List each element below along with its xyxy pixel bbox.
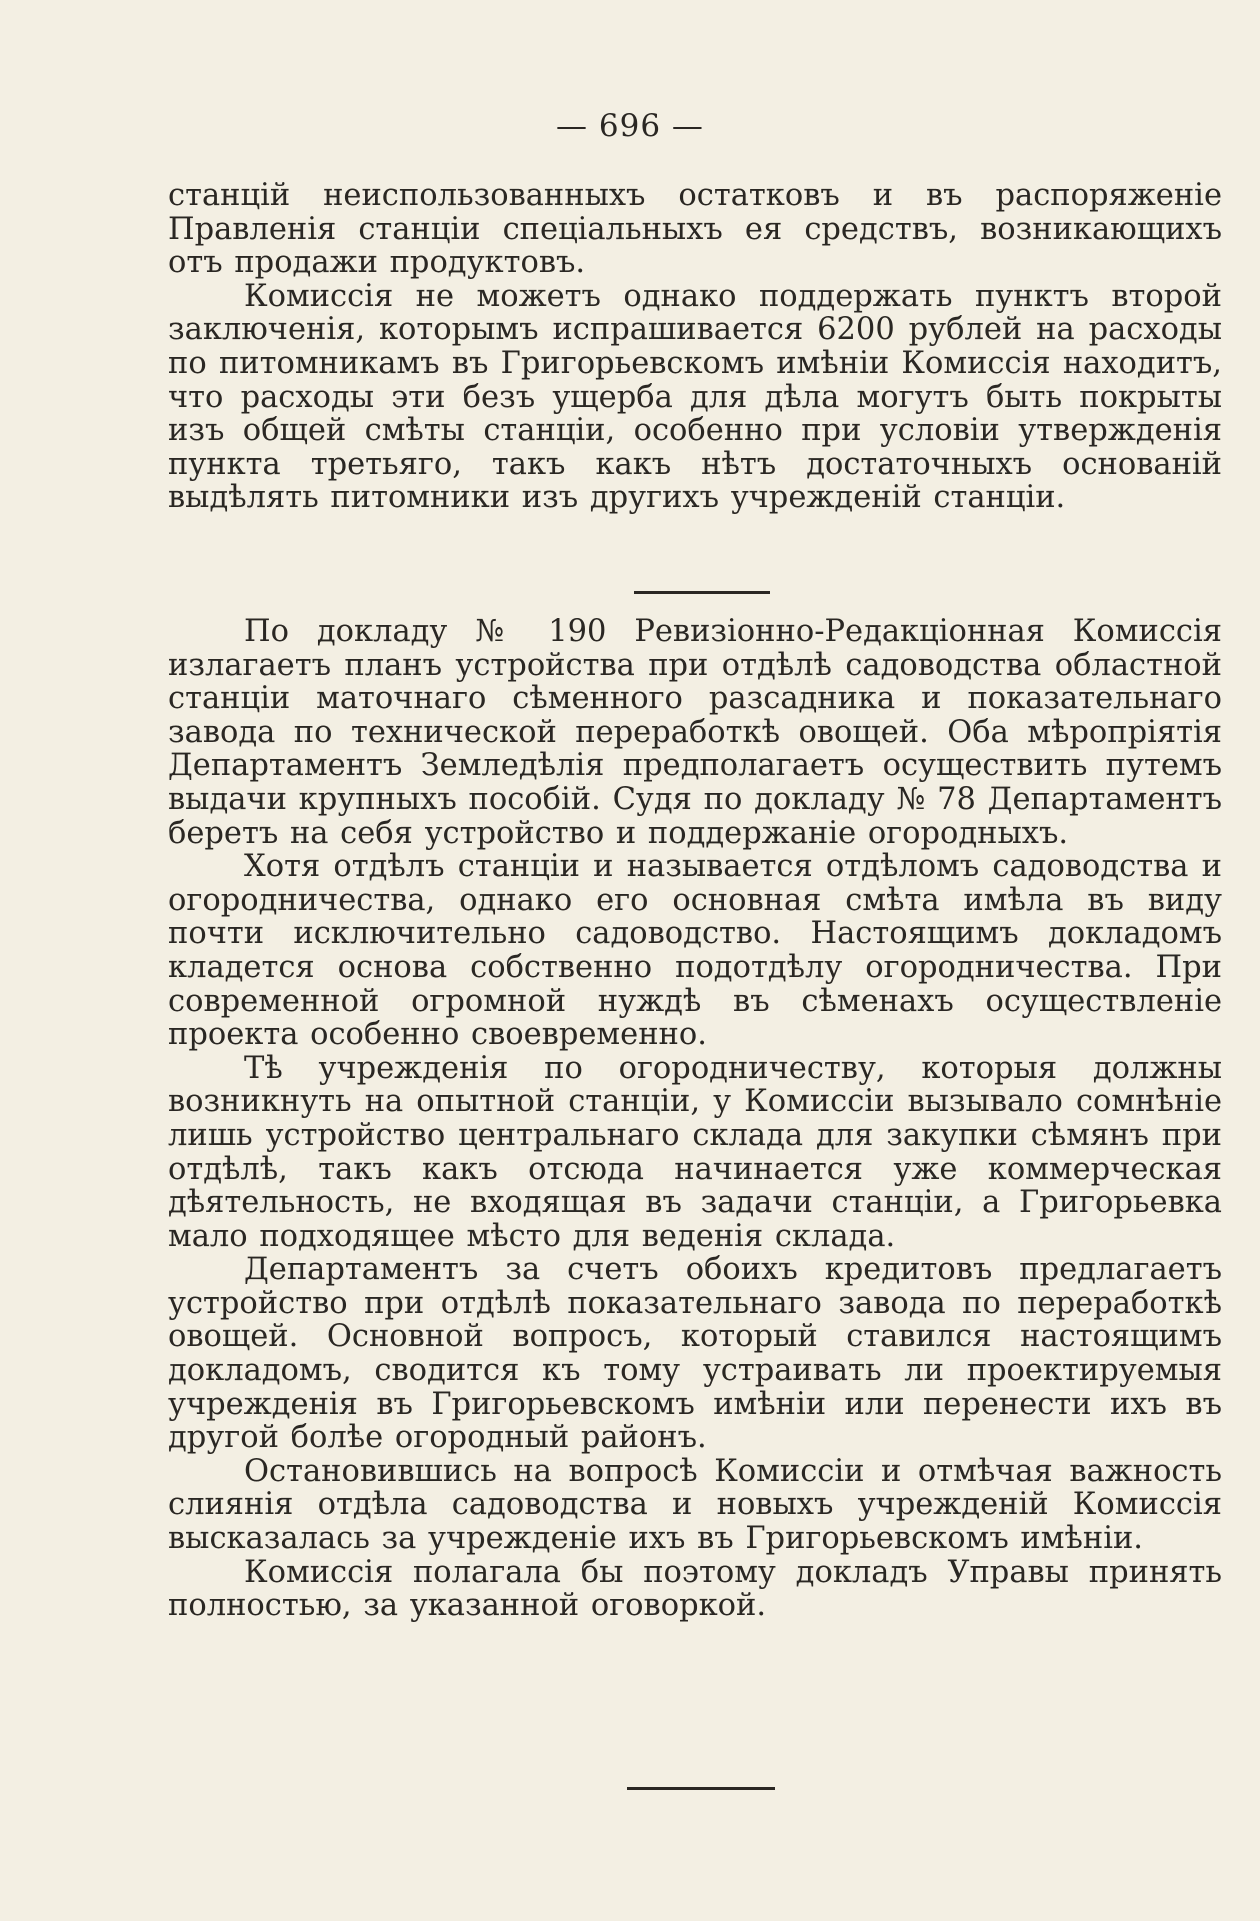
section-2-text <box>168 615 1222 1623</box>
paragraph: По докладу № 190 Ревизіонно-Редакціонная Комиссія излагаетъ планъ устройства при отдѣлѣ садоводства областной станціи маточнаго сѣменного разсадника и показательнаго завода по технической переработкѣ овощей. Оба мѣропріятія Департаментъ Земледѣлія предполагаетъ осуществить путемъ выдачи крупныхъ пособій. Судя по докладу № 78 Департаментъ беретъ на себя устройство и поддержаніе огородныхъ. <box>168 614 1222 851</box>
page-number: — 696 — <box>556 108 704 144</box>
paragraph: Комиссія не можетъ однако поддержать пунктъ второй заключенія, которымъ испрашивается 6200 рублей на расходы по питомникамъ въ Григорьевскомъ имѣніи Комиссія находитъ, что расходы эти безъ ущерба для дѣла могутъ быть покрыты изъ общей смѣты станціи, особенно при условіи утвержденія пункта третьяго, такъ какъ нѣтъ достаточныхъ основаній выдѣлять питомники изъ другихъ учрежденій станціи. <box>168 278 1222 516</box>
paragraph: Хотя отдѣлъ станціи и называется отдѣломъ садоводства и огородничества, однако его основная смѣта имѣла въ виду почти исключительно садоводство. Настоящимъ докладомъ кладется основа собственно подотдѣлу огородничества. При современной огромной нуждѣ въ сѣменахъ осуществленіе проекта особенно своевременно. <box>168 849 1222 1053</box>
paragraph: Департаментъ за счетъ обоихъ кредитовъ предлагаетъ устройство при отдѣлѣ показательнаго завода по переработкѣ овощей. Основной вопросъ, который ставился настоящимъ докладомъ, сводится къ тому устраивать ли проектируемыя учрежденія въ Григорьевскомъ имѣніи или перенести ихъ въ другой болѣе огородный районъ. <box>168 1252 1222 1456</box>
paragraph: Остановившись на вопросѣ Комиссіи и отмѣчая важность слиянія отдѣла садоводства и новыхъ учрежденій Комиссія высказалась за учрежденіе ихъ въ Григорьевскомъ имѣніи. <box>168 1453 1222 1557</box>
paragraph: Тѣ учрежденія по огородничеству, которыя должны возникнуть на опытной станціи, у Комиссіи вызывало сомнѣніе лишь устройство центральнаго склада для закупки сѣмянъ при отдѣлѣ, такъ какъ отсюда начинается уже коммерческая дѣятельность, не входящая въ задачи станціи, а Григорьевка мало подходящее мѣсто для веденія склада. <box>168 1050 1222 1254</box>
paragraph: станцій неиспользованныхъ остатковъ и въ распоряженіе Правленія станціи спеціальныхъ ея средствъ, возникающихъ отъ продажи продуктовъ. <box>168 178 1222 281</box>
section-1-text <box>168 179 1222 515</box>
paragraph: Комиссія полагала бы поэтому докладъ Управы принять полностью, за указанной оговоркой. <box>168 1554 1222 1624</box>
end-divider <box>627 1787 775 1790</box>
section-divider <box>634 591 770 594</box>
